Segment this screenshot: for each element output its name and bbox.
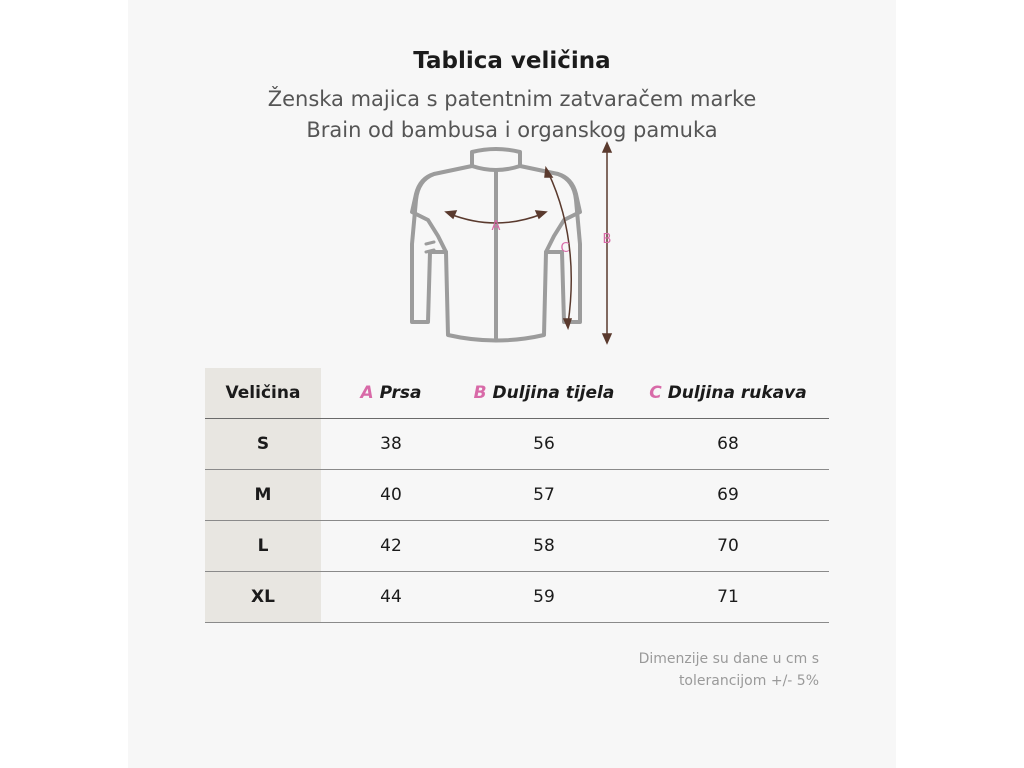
table-header-row xyxy=(205,368,829,419)
size-cell: XL xyxy=(205,572,321,623)
body-length-cell: 57 xyxy=(533,485,555,505)
tolerance-note-line-2: tolerancijom +/- 5% xyxy=(678,673,819,689)
header-sleeve-length-letter: C xyxy=(649,383,662,403)
label-b: B xyxy=(602,232,612,247)
table-row xyxy=(205,470,829,521)
size-chart-card xyxy=(128,0,896,768)
tolerance-note xyxy=(559,648,819,692)
table-row xyxy=(205,419,829,470)
subtitle-line-2: Brain od bambusa i organskog pamuka xyxy=(306,118,718,142)
size-cell: L xyxy=(205,521,321,572)
header-chest-letter: A xyxy=(360,383,374,403)
tolerance-note-line-1: Dimenzije su dane u cm s xyxy=(638,651,819,667)
header-chest-text: Prsa xyxy=(379,383,422,403)
table-row xyxy=(205,521,829,572)
jacket-collar xyxy=(472,149,520,170)
table-row xyxy=(205,572,829,623)
body-length-cell: 56 xyxy=(533,434,555,454)
size-table xyxy=(205,368,829,623)
chest-cell: 42 xyxy=(380,536,402,556)
jacket-outline xyxy=(412,149,580,341)
sleeve-length-cell: 68 xyxy=(717,434,739,454)
jacket-measurement-diagram xyxy=(128,0,896,360)
body-length-cell: 59 xyxy=(533,587,555,607)
header-sleeve-length xyxy=(627,368,829,419)
body-length-cell: 58 xyxy=(533,536,555,556)
sleeve-length-cell: 71 xyxy=(717,587,739,607)
header-body-length xyxy=(461,368,627,419)
page-title: Tablica veličina xyxy=(413,48,611,74)
sleeve-length-cell: 70 xyxy=(717,536,739,556)
subtitle-line-1: Ženska majica s patentnim zatvaračem marke xyxy=(267,87,757,111)
header-size: Veličina xyxy=(205,368,321,419)
header-chest xyxy=(321,368,461,419)
size-cell: S xyxy=(205,419,321,470)
chest-cell: 44 xyxy=(380,587,402,607)
header-body-length-text: Duljina tijela xyxy=(492,383,615,403)
jacket-left-sleeve xyxy=(412,174,446,322)
chest-cell: 38 xyxy=(380,434,402,454)
chest-cell: 40 xyxy=(380,485,402,505)
size-cell: M xyxy=(205,470,321,521)
header-body-length-letter: B xyxy=(473,383,487,403)
header-sleeve-length-text: Duljina rukava xyxy=(667,383,807,403)
label-a: A xyxy=(491,219,501,234)
sleeve-length-cell: 69 xyxy=(717,485,739,505)
label-c: C xyxy=(560,241,570,256)
